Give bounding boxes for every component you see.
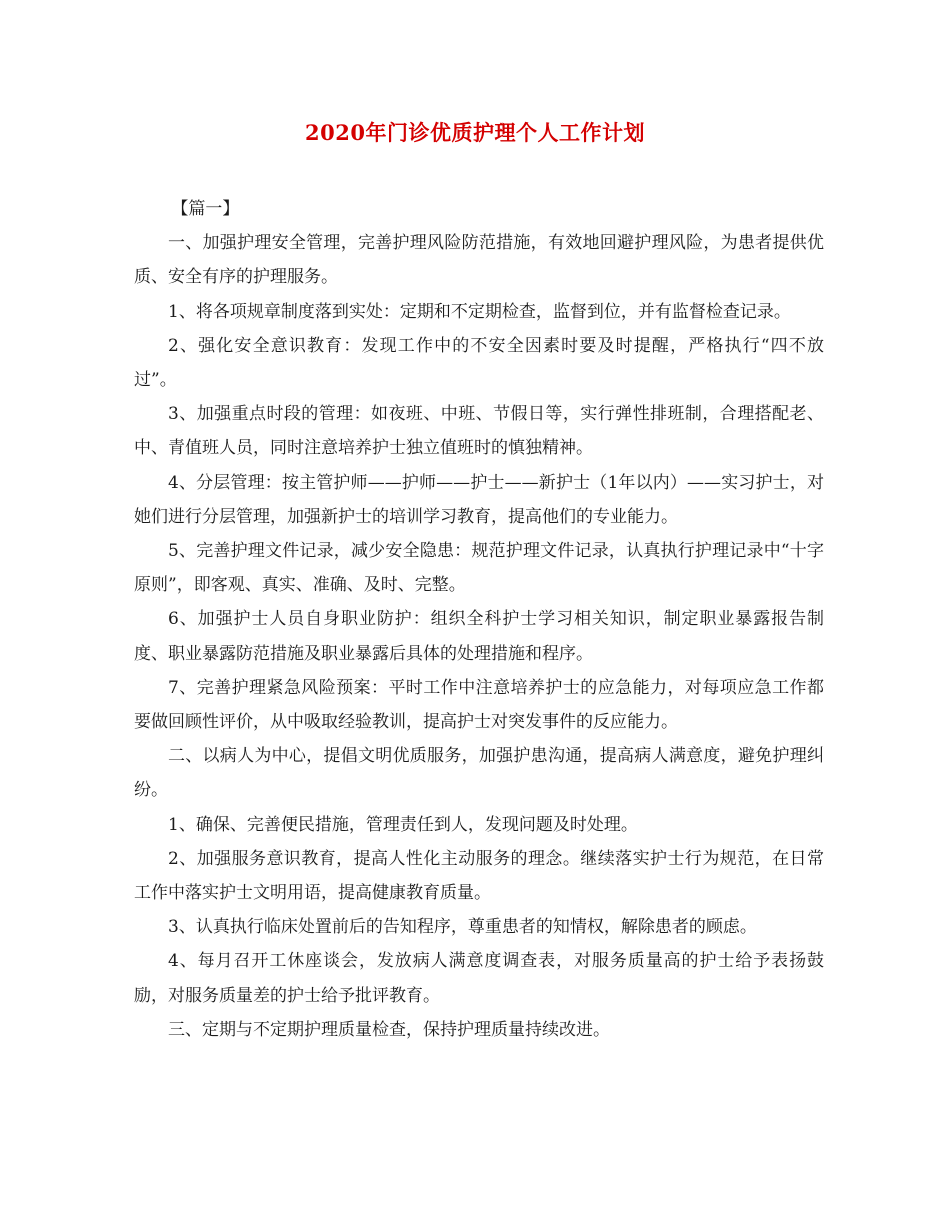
paragraph: 二、以病人为中心，提倡文明优质服务，加强护患沟通，提高病人满意度，避免护理纠纷。	[134, 746, 824, 801]
paragraph: 3、认真执行临床处置前后的告知程序，尊重患者的知情权，解除患者的顾虑。	[168, 917, 757, 938]
paragraph: 5、完善护理文件记录，减少安全隐患：规范护理文件记录，认真执行护理记录中“十字原则”，即客观、真实、准确、及时、完整。	[134, 541, 824, 596]
paragraph: 一、加强护理安全管理，完善护理风险防范措施，有效地回避护理风险，为患者提供优质、安全有序的护理服务。	[134, 233, 824, 288]
paragraph: 4、每月召开工休座谈会，发放病人满意度调查表，对服务质量高的护士给予表扬鼓励，对服务质量差的护士给予批评教育。	[134, 951, 824, 1006]
paragraph: 2、强化安全意识教育：发现工作中的不安全因素时要及时提醒，严格执行“四不放过”。	[134, 335, 824, 391]
paragraph: 3、加强重点时段的管理：如夜班、中班、节假日等，实行弹性排班制，合理搭配老、中、青值班人员，同时注意培养护士独立值班时的慎独精神。	[134, 404, 824, 459]
paragraph: 三、定期与不定期护理质量检查，保持护理质量持续改进。	[168, 1019, 610, 1040]
section-heading: 【篇一】	[171, 199, 240, 219]
paragraph: 4、分层管理：按主管护师——护师——护士——新护士（1年以内）——实习护士，对她们进行分层管理，加强新护士的培训学习教育，提高他们的专业能力。	[134, 472, 824, 527]
paragraph: 1、确保、完善便民措施，管理责任到人，发现问题及时处理。	[168, 814, 638, 835]
paragraph: 1、将各项规章制度落到实处：定期和不定期检查，监督到位，并有监督检查记录。	[168, 301, 791, 322]
paragraph: 2、加强服务意识教育，提高人性化主动服务的理念。继续落实护士行为规范，在日常工作中落实护士文明用语，提高健康教育质量。	[134, 848, 824, 904]
document-body	[134, 192, 824, 1047]
paragraph: 7、完善护理紧急风险预案：平时工作中注意培养护士的应急能力，对每项应急工作都要做回顾性评价，从中吸取经验教训，提高护士对突发事件的反应能力。	[134, 677, 824, 733]
document-title: 2020年门诊优质护理个人工作计划	[305, 120, 645, 145]
paragraph: 6、加强护士人员自身职业防护：组织全科护士学习相关知识，制定职业暴露报告制度、职业暴露防范措施及职业暴露后具体的处理措施和程序。	[134, 609, 824, 664]
